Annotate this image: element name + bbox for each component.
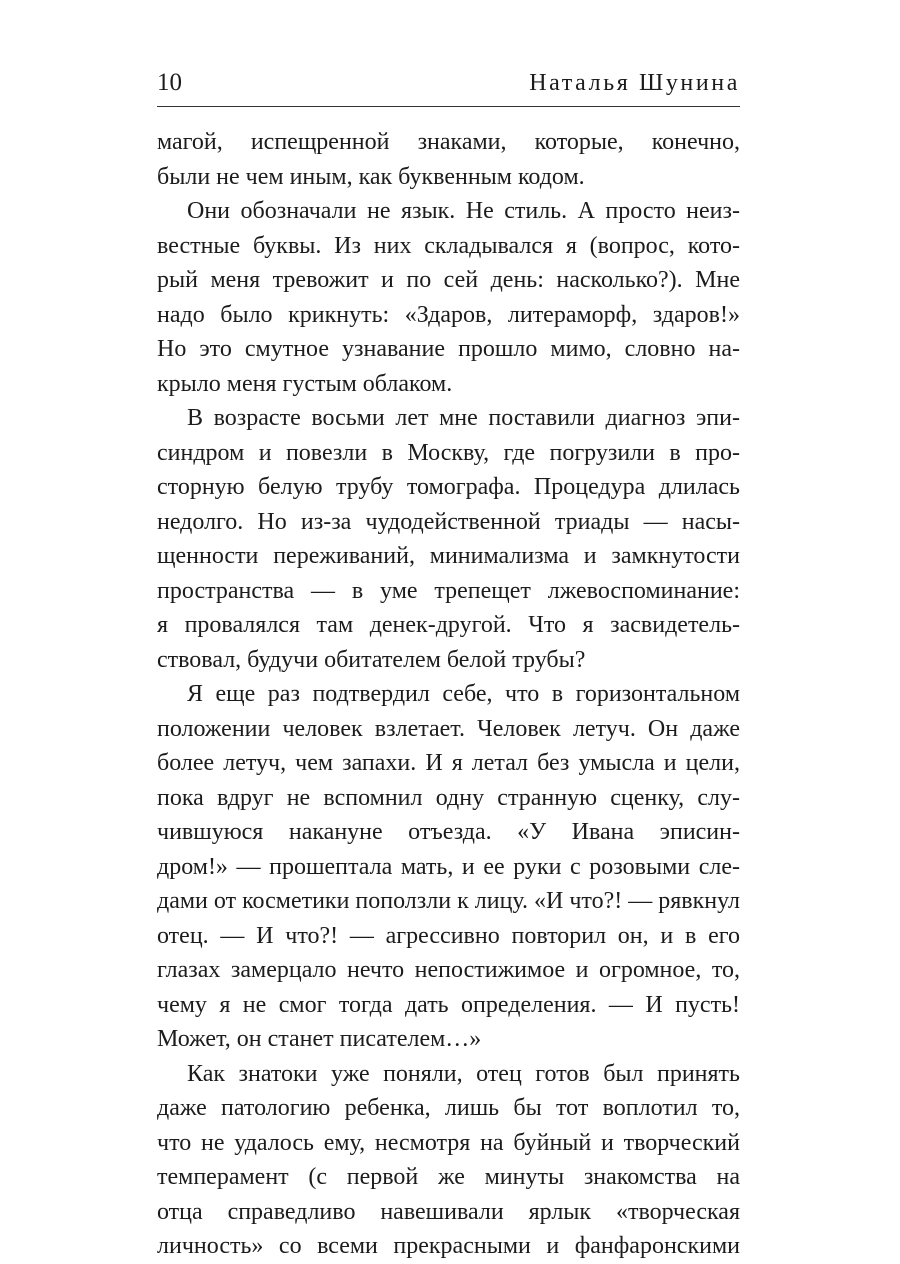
text-line: ствовал, будучи обитателем белой трубы? bbox=[157, 646, 586, 673]
text-line: более летуч, чем запахи. И я летал без умысла и цели, bbox=[157, 750, 740, 776]
text-line: дром!» — прошептала мать, и ее руки с розовыми сле- bbox=[157, 853, 740, 880]
text-body bbox=[157, 125, 740, 1264]
text-line: Может, он станет писателем…» bbox=[157, 1026, 482, 1052]
text-line: положении человек взлетает. Человек летуч. Он даже bbox=[157, 715, 740, 742]
text-line: отец. — И что?! — агрессивно повторил он, и в его bbox=[157, 922, 740, 949]
text-line: щенности переживаний, минимализма и замкнутости bbox=[157, 543, 740, 569]
text-line: что не удалось ему, несмотря на буйный и творческий bbox=[157, 1129, 740, 1156]
text-line: пространства — в уме трепещет лжевоспоминание: bbox=[157, 577, 740, 604]
text-line: Они обозначали не язык. Не стиль. А просто неиз- bbox=[187, 198, 740, 224]
text-line: пока вдруг не вспомнил одну странную сценку, слу- bbox=[157, 784, 740, 811]
text-line: синдром и повезли в Москву, где погрузили в про- bbox=[157, 439, 740, 466]
text-line: В возрасте восьми лет мне поставили диагноз эпи- bbox=[187, 405, 740, 431]
text-line: отца справедливо навешивали ярлык «творческая bbox=[157, 1198, 740, 1225]
running-head bbox=[157, 66, 740, 106]
text-line: даже патологию ребенка, лишь бы тот воплотил то, bbox=[157, 1095, 740, 1121]
text-line: недолго. Но из-за чудодейственной триады — насы- bbox=[157, 508, 740, 535]
text-line: глазах замерцало нечто непостижимое и огромное, то, bbox=[157, 957, 740, 983]
header-rule bbox=[157, 106, 740, 107]
text-line: я провалялся там денек-другой. Что я засвидетель- bbox=[157, 612, 740, 638]
text-line: магой, испещренной знаками, которые, конечно, bbox=[157, 129, 740, 155]
text-line: рый меня тревожит и по сей день: насколько?). Мне bbox=[157, 267, 740, 293]
text-line: темперамент (с первой же минуты знакомства на bbox=[157, 1164, 740, 1190]
text-line: крыло меня густым облаком. bbox=[157, 370, 453, 397]
text-line: личность» со всеми прекрасными и фанфаронскими bbox=[157, 1233, 740, 1259]
author-name: Наталья Шунина bbox=[529, 70, 740, 96]
text-line: чившуюся накануне отъезда. «У Ивана эписин- bbox=[157, 819, 740, 845]
text-line: вестные буквы. Из них складывался я (вопрос, кото- bbox=[157, 232, 740, 259]
text-line: надо было крикнуть: «Здаров, литераморф, здаров!» bbox=[157, 301, 740, 328]
text-line: сторную белую трубу томографа. Процедура длилась bbox=[157, 474, 740, 500]
page-number: 10 bbox=[157, 69, 182, 96]
text-line: Я еще раз подтвердил себе, что в горизонтальном bbox=[187, 681, 740, 707]
text-line: Как знатоки уже поняли, отец готов был принять bbox=[187, 1060, 740, 1087]
text-line: дами от косметики поползли к лицу. «И что?! — рявкнул bbox=[157, 888, 740, 914]
text-line: были не чем иным, как буквенным кодом. bbox=[157, 163, 585, 190]
text-line: Но это смутное узнавание прошло мимо, словно на- bbox=[157, 336, 740, 362]
text-line: чему я не смог тогда дать определения. — И пусть! bbox=[157, 991, 740, 1018]
